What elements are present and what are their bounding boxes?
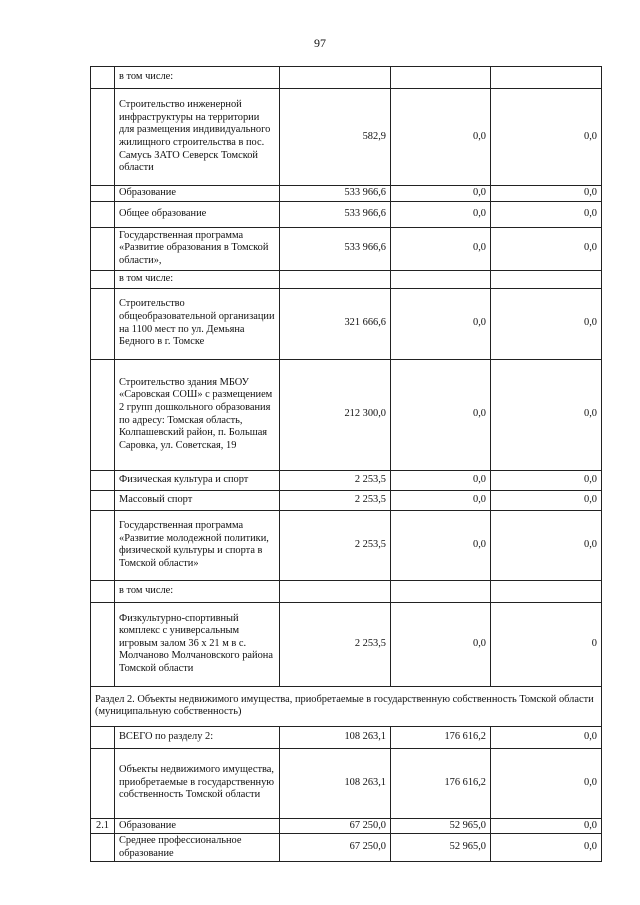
row-number: [91, 186, 115, 202]
row-value-1: 108 263,1: [280, 726, 391, 748]
row-value-2: 0,0: [391, 201, 491, 227]
row-value-2: 0,0: [391, 227, 491, 270]
row-value-2: 0,0: [391, 288, 491, 359]
row-name: Объекты недвижимого имущества, приобретаемые в государственную собственность Томской области: [115, 748, 280, 818]
row-value-2: 0,0: [391, 490, 491, 510]
row-value-3: 0,0: [491, 490, 602, 510]
row-name: Образование: [115, 186, 280, 202]
row-number: [91, 748, 115, 818]
row-name: Среднее профессиональное образование: [115, 834, 280, 862]
row-name: Государственная программа «Развитие молодежной политики, физической культуры и спорта в Томской области»: [115, 510, 280, 580]
row-value-1: [280, 67, 391, 89]
row-number: [91, 510, 115, 580]
section-title: Раздел 2. Объекты недвижимого имущества, приобретаемые в государственную собственность Томской области (муниципальную собственность): [91, 686, 602, 726]
row-number: [91, 89, 115, 186]
row-value-1: 533 966,6: [280, 227, 391, 270]
row-number: [91, 726, 115, 748]
table-row: [91, 288, 602, 359]
row-value-3: 0,0: [491, 186, 602, 202]
row-number: [91, 602, 115, 686]
row-value-2: [391, 67, 491, 89]
row-number: [91, 201, 115, 227]
table-row: [91, 470, 602, 490]
row-name: в том числе:: [115, 67, 280, 89]
row-value-3: 0,0: [491, 818, 602, 834]
row-name: Образование: [115, 818, 280, 834]
row-number: [91, 67, 115, 89]
row-name: Массовый спорт: [115, 490, 280, 510]
budget-table: [90, 66, 602, 862]
table-row: [91, 818, 602, 834]
row-value-3: 0,0: [491, 359, 602, 470]
row-value-2: 176 616,2: [391, 726, 491, 748]
table-row: [91, 490, 602, 510]
table-row: [91, 602, 602, 686]
table-row: [91, 580, 602, 602]
row-value-2: 52 965,0: [391, 834, 491, 862]
row-number: [91, 490, 115, 510]
table-row: [91, 89, 602, 186]
row-number: [91, 227, 115, 270]
row-value-3: 0: [491, 602, 602, 686]
table-row: [91, 834, 602, 862]
row-value-3: 0,0: [491, 726, 602, 748]
table-row: [91, 67, 602, 89]
table-row: [91, 726, 602, 748]
row-number: 2.1: [91, 818, 115, 834]
row-value-3: 0,0: [491, 288, 602, 359]
row-value-3: [491, 67, 602, 89]
row-name: ВСЕГО по разделу 2:: [115, 726, 280, 748]
row-value-2: [391, 580, 491, 602]
row-value-2: 52 965,0: [391, 818, 491, 834]
row-name: Физическая культура и спорт: [115, 470, 280, 490]
row-value-1: 2 253,5: [280, 510, 391, 580]
table-row: [91, 510, 602, 580]
row-number: [91, 470, 115, 490]
row-number: [91, 359, 115, 470]
table-row: [91, 359, 602, 470]
table-row: [91, 186, 602, 202]
row-number: [91, 834, 115, 862]
row-value-3: [491, 270, 602, 288]
row-value-2: 0,0: [391, 602, 491, 686]
row-value-2: 0,0: [391, 186, 491, 202]
row-value-1: 533 966,6: [280, 186, 391, 202]
section-header-row: [91, 686, 602, 726]
table-row: [91, 227, 602, 270]
row-name: Физкультурно-спортивный комплекс с универсальным игровым залом 36 х 21 м в с. Молчаново Молчановского района Томской области: [115, 602, 280, 686]
page-number: 97: [314, 36, 326, 50]
row-name: Строительство общеобразовательной организации на 1100 мест по ул. Демьяна Бедного в г. Томске: [115, 288, 280, 359]
row-name: Строительство инженерной инфраструктуры на территории для размещения индивидуального жилищного строительства в пос. Самусь ЗАТО Северск Томской области: [115, 89, 280, 186]
row-number: [91, 288, 115, 359]
table-row: [91, 201, 602, 227]
row-value-1: [280, 580, 391, 602]
row-name: в том числе:: [115, 580, 280, 602]
row-value-2: 0,0: [391, 359, 491, 470]
row-value-1: 67 250,0: [280, 818, 391, 834]
row-value-1: [280, 270, 391, 288]
row-value-3: 0,0: [491, 510, 602, 580]
row-name: Строительство здания МБОУ «Саровская СОШ» с размещением 2 групп дошкольного образования по адресу: Томская область, Колпашевский район, п. Большая Саровка, ул. Советская, 19: [115, 359, 280, 470]
row-value-1: 108 263,1: [280, 748, 391, 818]
row-name: Государственная программа «Развитие образования в Томской области»,: [115, 227, 280, 270]
row-value-1: 67 250,0: [280, 834, 391, 862]
row-value-2: 176 616,2: [391, 748, 491, 818]
row-value-3: 0,0: [491, 227, 602, 270]
row-value-1: 212 300,0: [280, 359, 391, 470]
row-value-3: 0,0: [491, 748, 602, 818]
row-value-2: 0,0: [391, 89, 491, 186]
row-value-3: 0,0: [491, 470, 602, 490]
row-value-1: 2 253,5: [280, 490, 391, 510]
row-name: Общее образование: [115, 201, 280, 227]
row-value-1: 582,9: [280, 89, 391, 186]
row-value-1: 2 253,5: [280, 602, 391, 686]
row-value-1: 2 253,5: [280, 470, 391, 490]
row-value-3: 0,0: [491, 834, 602, 862]
row-number: [91, 580, 115, 602]
row-value-3: 0,0: [491, 89, 602, 186]
row-value-1: 321 666,6: [280, 288, 391, 359]
table-row: [91, 270, 602, 288]
row-value-2: [391, 270, 491, 288]
table-row: [91, 748, 602, 818]
row-value-3: 0,0: [491, 201, 602, 227]
row-value-3: [491, 580, 602, 602]
row-value-1: 533 966,6: [280, 201, 391, 227]
row-value-2: 0,0: [391, 470, 491, 490]
row-value-2: 0,0: [391, 510, 491, 580]
row-number: [91, 270, 115, 288]
row-name: в том числе:: [115, 270, 280, 288]
